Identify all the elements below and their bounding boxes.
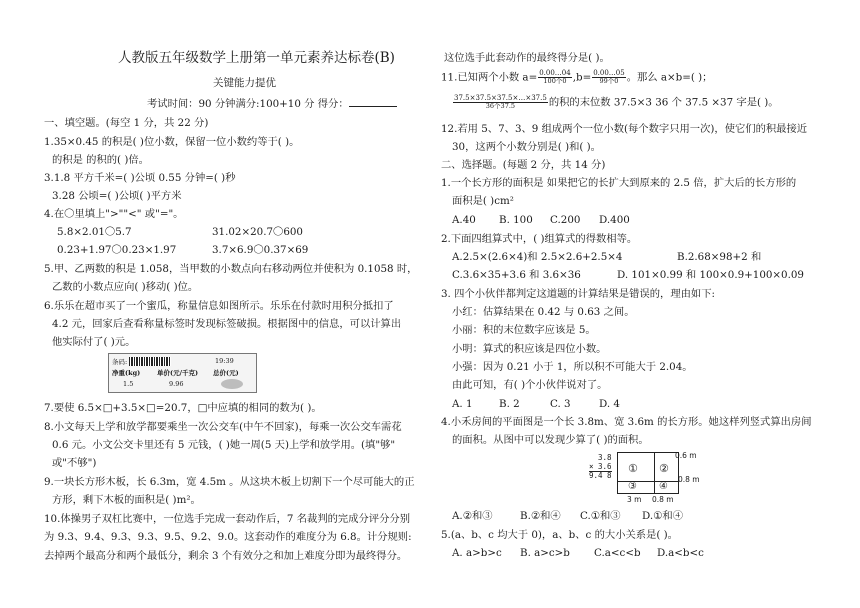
vm-row-1: 3.8: [598, 453, 612, 462]
question-9-line-1: 9.一块长方形木板，长 6.3m，宽 4.5m 。从这块木板上切割下一个尽可能大的正: [44, 476, 415, 488]
fraction-b: [592, 70, 626, 85]
question-4b-right: 3.7×6.9〇0.37×69: [212, 244, 309, 256]
region-label-1: ①: [628, 462, 638, 475]
fraction-b-numerator: 0.00…05: [593, 69, 625, 77]
choice-1-line-2: 面积是( )cm²: [452, 195, 514, 207]
choice-3: 3. 四个小伙伴都判定这道题的计算结果是错误的，理由如下:: [441, 288, 715, 300]
receipt-time: 19:39: [215, 357, 234, 365]
question-8-line-2: 0.6 元。小文公交卡里还有 5 元钱，( )她一周(5 天)上学和放学用。(填"够": [52, 439, 396, 451]
question-8-line-3: 或"不够"): [52, 457, 97, 469]
fraction-a: [538, 70, 572, 85]
question-6-line-1: 6.乐乐在超市买了一个蜜瓜，称量信息如图所示。乐乐在付款时用积分抵扣了: [44, 300, 394, 312]
question-4a-left: 5.8×2.01〇5.7: [57, 226, 132, 238]
question-4b-left: 0.23+1.97〇0.23×1.97: [57, 244, 177, 256]
question-4: 4.在〇里填上">""<" 或"="。: [44, 208, 184, 220]
q11b-text: 的积的末位数 37.5×3 36 个 37.5 ×37 字是( )。: [548, 96, 779, 109]
choice-3-xiaoli: 小丽：积的末位数字应该是 5。: [452, 324, 596, 336]
choice-3-option-d[interactable]: D. 4: [599, 398, 620, 410]
choice-5-option-b[interactable]: B. a>c>b: [520, 547, 570, 559]
vm-row-3: 9.4 8: [589, 471, 612, 480]
fraction-b-denominator: 99个0: [599, 77, 619, 85]
question-6-line-2: 4.2 元，回家后查看称量标签时发现标签破损。根据图中的信息，可以计算出: [52, 318, 402, 330]
region-label-2: ②: [659, 462, 669, 475]
divider-vertical: [654, 453, 655, 493]
fraction-a-numerator: 0.00…04: [539, 69, 571, 77]
question-5-line-2: 乙数的小数点应向( )移动( )位。: [52, 281, 199, 293]
choice-1-line-1: 1.一个长方形的面积是 如果把它的长扩大到原来的 2.5 倍，扩大后的长方形的: [441, 177, 797, 189]
question-11-line-2: [452, 95, 779, 110]
question-8-line-1: 8.小文每天上学和放学都要乘坐一次公交车(中午不回家)，每乘一次公交车需花: [44, 421, 402, 433]
question-9-line-2: 方形，剩下木板的面积是( )m²。: [52, 494, 201, 506]
choice-4-line-1: 4.小禾房间的平面图是一个长 3.8m、宽 3.6m 的长方形。她这样列竖式算出房间: [441, 416, 812, 428]
vm-row-2: × 3.6: [589, 461, 612, 471]
choice-3-option-a[interactable]: A. 1: [452, 398, 473, 410]
room-length-label-2: 0.8 m: [652, 495, 674, 504]
choice-5: 5.(a、b、c 均大于 0)，a、b、c 的大小关系是( )。: [441, 529, 678, 541]
choice-3-option-c[interactable]: C. 3: [550, 398, 571, 410]
score-blank[interactable]: [349, 97, 397, 107]
q11-suffix: 。那么 a×b=( )；: [626, 71, 713, 84]
choice-3-xiaoming: 小明：算式的积应该是四位小数。: [452, 343, 607, 355]
receipt-price-label: 单价(元/千克): [157, 369, 199, 377]
choice-4-line-2: 的面积。从图中可以发现少算了( )的面积。: [452, 434, 649, 446]
room-floor-plan: [617, 452, 679, 494]
receipt-code-label: 条码:: [112, 358, 128, 366]
region-label-3: ③: [628, 481, 637, 492]
q11-prefix: 11.已知两个小数 a=: [441, 71, 538, 84]
choice-4-option-b[interactable]: B.②和④: [520, 510, 561, 522]
choice-1-option-c[interactable]: C.200: [550, 214, 581, 226]
question-3: 3.28 公顷=( )公顷( )平方米: [52, 190, 182, 202]
receipt-net-label: 净重(kg): [112, 369, 141, 377]
question-6-line-3: 他实际付了( )元。: [52, 336, 136, 348]
question-2: 3.1.8 平方千米=( )公顷 0.55 分钟=( )秒: [44, 172, 236, 184]
page-subtitle: 关键能力提优: [213, 77, 276, 89]
choice-5-option-d[interactable]: D.a<b<c: [657, 547, 704, 559]
fraction-a-denominator: 100个0: [543, 77, 567, 85]
region-label-4: ④: [659, 481, 668, 492]
product-fraction: [453, 95, 548, 110]
choice-2: 2.下面四组算式中，( )组算式的得数相等。: [441, 233, 638, 245]
question-10-line-1: 10.体操男子双杠比赛中，一位选手完成一套动作后，7 名裁判的完成分评分分别: [44, 513, 410, 525]
choice-3-option-b[interactable]: B. 2: [499, 398, 520, 410]
room-length-label: 3 m: [627, 495, 642, 504]
receipt-net-value: 1.5: [123, 380, 134, 388]
choice-4-option-d[interactable]: D.①和④: [642, 510, 683, 522]
question-11-line-1: [441, 70, 712, 85]
choice-2-option-c[interactable]: C.3.6×35+3.6 和 3.6×36: [452, 269, 581, 281]
choice-3-xiaoqiang: 小强：因为 0.21 小于 1，所以积不可能大于 2.04。: [452, 361, 693, 373]
choice-2-option-a[interactable]: A.2.5×(2.6×4)和 2.5×2.6+2.5×4: [452, 251, 623, 263]
exam-info: [147, 97, 397, 111]
choice-3-conclusion: 由此可知，有( )个小伙伴说对了。: [452, 379, 608, 391]
choice-2-option-b[interactable]: B.2.68×98+2 和: [677, 251, 762, 263]
barcode-icon: [129, 357, 171, 366]
choice-4-option-a[interactable]: A.②和③: [452, 510, 493, 522]
choice-4-option-c[interactable]: C.①和③: [580, 510, 621, 522]
choice-1-option-d[interactable]: D.400: [599, 214, 630, 226]
q11-mid: ,b=: [572, 71, 592, 84]
question-4a-right: 31.02×20.7〇600: [212, 226, 303, 238]
torn-total-patch: [221, 379, 243, 389]
choice-1-option-b[interactable]: B. 100: [499, 214, 533, 226]
receipt-price-value: 9.96: [169, 380, 184, 388]
product-fraction-numerator: 37.5×37.5×37.5×…×37.5: [454, 94, 547, 102]
question-12-line-2: 30，这两个小数分别是( )和( )。: [452, 141, 601, 153]
room-width-label-2: 0.8 m: [678, 475, 700, 484]
divider-horizontal: [618, 481, 678, 482]
question-1-line-1: 1.35×0.45 的积是( )位小数，保留一位小数约等于( )。: [44, 136, 300, 148]
product-fraction-denominator: 36个37.5: [485, 102, 516, 110]
exam-info-text: 考试时间：90 分钟满分:100+10 分 得分：: [147, 98, 349, 110]
question-12-line-1: 12.若用 5、7、3、9 组成两个一位小数(每个数字只用一次)，使它们的积最接近: [441, 123, 808, 135]
question-10-line-4: 这位选手此套动作的最终得分是( )。: [444, 52, 610, 64]
vertical-multiplication: [589, 454, 612, 481]
choice-1-option-a[interactable]: A.40: [452, 214, 476, 226]
receipt-total-label: 总价(元): [213, 369, 239, 377]
question-10-line-3: 去掉两个最高分和两个最低分，剩余 3 个有效分之和加上难度分即为最终得分。: [44, 550, 408, 562]
room-width-label: 0.6 m: [675, 451, 697, 460]
choice-2-option-d[interactable]: D. 101×0.99 和 100×0.9+100×0.09: [617, 269, 804, 281]
question-1-line-2: 的积是 的积的( )倍。: [52, 154, 149, 166]
question-7: 7.要使 6.5×□+3.5×□=20.7，□中应填的相同的数为( )。: [44, 402, 322, 414]
choice-3-xiaohong: 小红：估算结果在 0.42 与 0.63 之间。: [452, 306, 635, 318]
scale-label-image: [108, 353, 257, 393]
choice-5-option-a[interactable]: A. a>b>c: [452, 547, 502, 559]
question-5-line-1: 5.甲、乙两数的积是 1.058，当甲数的小数点向右移动两位并使积为 0.1058 时，: [44, 263, 418, 275]
section-1-heading: 一、填空题。(每空 1 分，共 22 分): [44, 117, 209, 129]
page-title: 人教版五年级数学上册第一单元素养达标卷(B): [118, 50, 395, 66]
choice-5-option-c[interactable]: C.a<c<b: [594, 547, 641, 559]
question-10-line-2: 为 9.3、9.4、9.3、9.3、9.5、9.2、9.0。这套动作的难度分为 6.8。计分规则:: [44, 531, 412, 543]
section-2-heading: 二、选择题。(每题 2 分，共 14 分): [441, 159, 606, 171]
